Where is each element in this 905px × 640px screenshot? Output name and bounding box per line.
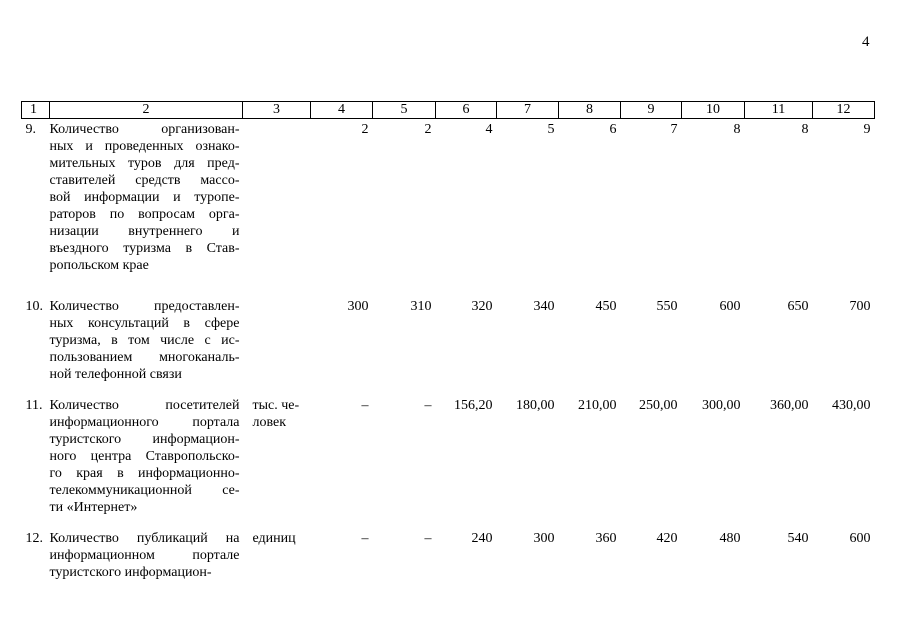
value-cell-col-11: 360,00 <box>770 398 809 413</box>
unit-line: ловек <box>252 415 287 430</box>
header-cell-9: 9 <box>621 102 682 119</box>
row-index: 11. <box>25 398 43 413</box>
value-cell-col-4: – <box>361 398 369 413</box>
table-body <box>22 119 875 582</box>
row-spacer-cell <box>22 516 875 528</box>
value-cell-col-7: 340 <box>533 299 555 314</box>
value-cell-col-10: 480 <box>719 531 741 546</box>
table-row <box>22 395 875 516</box>
indicator-name-line: го края в информационно- <box>49 466 240 481</box>
indicator-name-line: ной телефонной связи <box>49 367 182 382</box>
table-row <box>22 119 875 275</box>
value-cell-col-8: 210,00 <box>578 398 617 413</box>
value-cell-col-12: 430,00 <box>832 398 871 413</box>
indicator-name-line: туризма, в том числе с ис- <box>49 333 240 348</box>
value-cell-col-9: 7 <box>670 122 678 137</box>
value-cell-col-5: – <box>424 398 432 413</box>
unit-of-measure <box>243 528 311 581</box>
value-cell-col-9: 250,00 <box>639 398 678 413</box>
value-cell-col-6: 4 <box>485 122 493 137</box>
indicator-name <box>50 395 243 516</box>
value-cell-col-4: – <box>361 531 369 546</box>
indicator-name-line: туристского информацион- <box>49 565 212 580</box>
indicator-name-line: раторов по вопросам орга- <box>49 207 240 222</box>
header-cell-3: 3 <box>243 102 311 119</box>
unit-line: тыс. че- <box>252 398 300 413</box>
indicator-name-line: Количество предоставлен- <box>49 299 240 314</box>
value-cell-col-7: 180,00 <box>516 398 555 413</box>
table-row <box>22 296 875 383</box>
indicator-name-line: низации внутреннего и <box>49 224 240 239</box>
value-cell-col-5: – <box>424 531 432 546</box>
indicator-table <box>21 101 875 581</box>
header-cell-11: 11 <box>745 102 813 119</box>
indicator-name <box>50 119 243 275</box>
indicator-name <box>50 296 243 383</box>
header-row <box>22 102 875 119</box>
indicator-name-line: Количество публикаций на <box>49 531 240 546</box>
header-cell-7: 7 <box>497 102 559 119</box>
row-spacer <box>22 516 875 528</box>
value-cell-col-11: 8 <box>801 122 809 137</box>
unit-of-measure <box>243 395 311 516</box>
value-cell-col-10: 8 <box>733 122 741 137</box>
row-spacer <box>22 274 875 296</box>
value-cell-col-11: 650 <box>787 299 809 314</box>
indicator-name-line: вой информации и туропе- <box>49 190 240 205</box>
value-cell-col-12: 600 <box>849 531 871 546</box>
value-cell-col-12: 9 <box>863 122 871 137</box>
indicator-name-line: ных консультаций в сфере <box>49 316 240 331</box>
row-index: 9. <box>25 122 36 137</box>
value-cell-col-4: 300 <box>347 299 369 314</box>
row-spacer-cell <box>22 274 875 296</box>
header-cell-6: 6 <box>436 102 497 119</box>
header-cell-5: 5 <box>373 102 436 119</box>
page-number: 4 <box>862 34 870 50</box>
header-cell-10: 10 <box>682 102 745 119</box>
value-cell-col-8: 360 <box>595 531 617 546</box>
unit-line: единиц <box>252 531 296 546</box>
value-cell-col-9: 550 <box>656 299 678 314</box>
unit-of-measure <box>243 296 311 383</box>
indicator-name-line: Количество посетителей <box>49 398 240 413</box>
value-cell-col-5: 310 <box>410 299 432 314</box>
indicator-name-line: информационном портале <box>49 548 240 563</box>
table-row <box>22 528 875 581</box>
indicator-name-line: мительных туров для пред- <box>49 156 240 171</box>
indicator-name-line: пользованием многоканаль- <box>49 350 240 365</box>
value-cell-col-6: 156,20 <box>454 398 493 413</box>
row-spacer <box>22 383 875 395</box>
indicator-name-line: ти «Интернет» <box>49 500 138 515</box>
header-cell-8: 8 <box>559 102 621 119</box>
value-cell-col-8: 6 <box>609 122 617 137</box>
indicator-name-line: телекоммуникационной се- <box>49 483 240 498</box>
header-cell-1: 1 <box>22 102 50 119</box>
indicator-name-line: туристского информацион- <box>49 432 240 447</box>
indicator-name-line: ропольском крае <box>49 258 149 273</box>
indicator-name-line: въездного туризма в Став- <box>49 241 240 256</box>
row-spacer-cell <box>22 383 875 395</box>
header-cell-12: 12 <box>813 102 875 119</box>
unit-of-measure <box>243 119 311 275</box>
indicator-name-line: ных и проведенных ознако- <box>49 139 240 154</box>
value-cell-col-9: 420 <box>656 531 678 546</box>
value-cell-col-7: 5 <box>547 122 555 137</box>
row-index: 10. <box>25 299 43 314</box>
value-cell-col-8: 450 <box>595 299 617 314</box>
value-cell-col-10: 600 <box>719 299 741 314</box>
value-cell-col-6: 240 <box>471 531 493 546</box>
indicator-name-line: Количество организован- <box>49 122 240 137</box>
indicator-name <box>50 528 243 581</box>
value-cell-col-4: 2 <box>361 122 369 137</box>
indicator-name-line: ставителей средств массо- <box>49 173 240 188</box>
value-cell-col-12: 700 <box>849 299 871 314</box>
value-cell-col-10: 300,00 <box>702 398 741 413</box>
indicator-name-line: ного центра Ставропольско- <box>49 449 240 464</box>
header-cell-4: 4 <box>311 102 373 119</box>
row-index: 12. <box>25 531 43 546</box>
indicator-name-line: информационного портала <box>49 415 240 430</box>
header-cell-2: 2 <box>50 102 243 119</box>
value-cell-col-5: 2 <box>424 122 432 137</box>
value-cell-col-6: 320 <box>471 299 493 314</box>
value-cell-col-7: 300 <box>533 531 555 546</box>
value-cell-col-11: 540 <box>787 531 809 546</box>
